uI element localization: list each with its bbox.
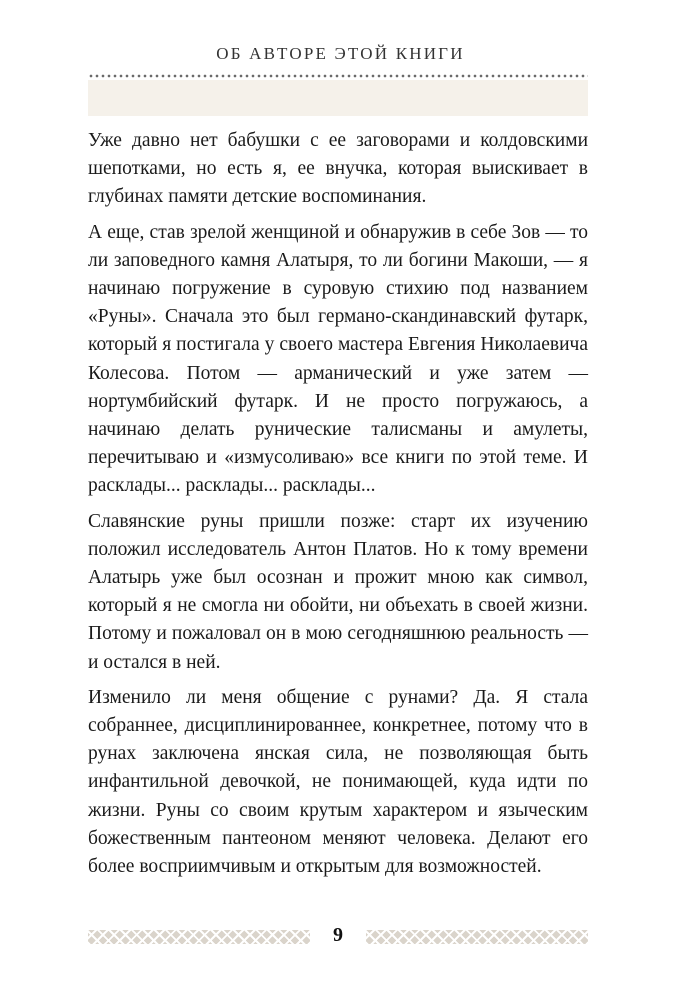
paragraph-3: Славянские руны пришли позже: старт их изучению положил исследователь Антон Платов. Но к тому времени Алатырь уже был осознан и прожит мною как символ, который я не смогла ни обойти, ни объехать в своей жизни. Потому и пожаловал он в мою сегодняшнюю реальность — и остался в ней. — [88, 510, 588, 673]
page-number: 9 — [333, 924, 343, 946]
paragraph-4: Изменило ли меня общение с рунами? Да. Я стала собраннее, дисциплинированнее, конкретнее, потому что в рунах заключена янская сила, не позволяющая быть инфантильной девочкой, не понимающей, куда идти по жизни. Руны со своим крутым характером и языческим божественным пантеоном меняют человека. Делают его более восприимчивым и открытым для возможностей. — [88, 686, 588, 878]
footer-ornament-left — [88, 930, 310, 944]
header-dotted-rule — [88, 74, 588, 78]
body-text — [88, 127, 588, 888]
running-header-title: ОБ АВТОРЕ ЭТОЙ КНИГИ — [216, 44, 465, 63]
paragraph-2: А еще, став зрелой женщиной и обнаружив в себе Зов — то ли заповедного камня Алатыря, то ли богини Макоши, — я начинаю погружение в суровую стихию под названием «Руны». Сначала это был германо-скандинавский футарк, который я постигала у своего мастера Евгения Николаевича Колесова. Потом — арманический и уже затем — нортумбийский футарк. И не просто погружаюсь, а начинаю делать рунические талисманы и амулеты, перечитываю и «измусоливаю» все книги по этой теме. И расклады... расклады... расклады... — [88, 221, 588, 497]
paragraph-1: Уже давно нет бабушки с ее заговорами и колдовскими шепотками, но есть я, ее внучка, которая выискивает в глубинах памяти детские воспоминания. — [88, 130, 588, 208]
header-band — [88, 80, 588, 116]
footer-ornament-right — [366, 930, 588, 944]
